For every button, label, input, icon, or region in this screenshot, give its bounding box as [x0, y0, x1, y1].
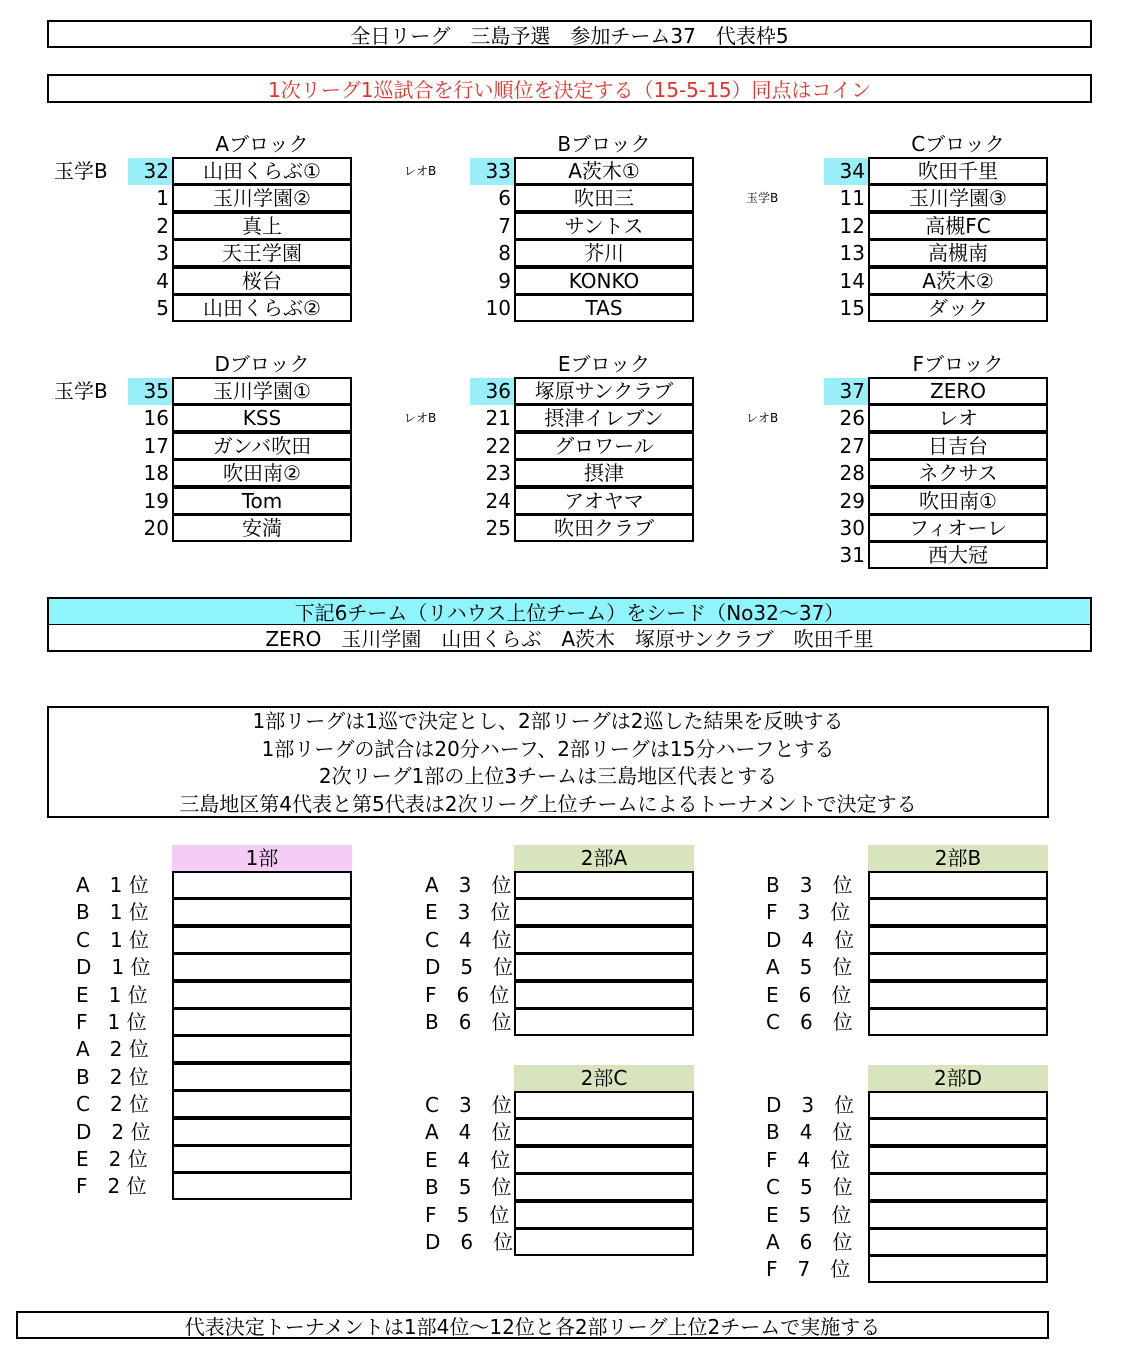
rank-slot[interactable] [172, 981, 352, 1009]
rules-box [47, 706, 1049, 818]
footer-note [16, 1311, 1049, 1339]
rank-slot[interactable] [514, 981, 694, 1009]
rank-slot[interactable] [514, 1146, 694, 1174]
rank-label: D 3 位 [766, 1093, 855, 1117]
rank-label: D 4 位 [766, 927, 855, 952]
division-title: 2部D [868, 1065, 1048, 1091]
rank-slot[interactable] [514, 1173, 694, 1201]
rank-label: F 5 位 [425, 1202, 510, 1227]
rank-label: C 6 位 [766, 1010, 853, 1034]
block-title: Eブロック [557, 352, 651, 376]
rank-label: E 4 位 [425, 1147, 511, 1172]
rank-slot[interactable] [514, 1091, 694, 1119]
rank-label: D 5 位 [425, 955, 514, 980]
team-name: 日吉台 [868, 432, 1048, 460]
rank-slot[interactable] [868, 1201, 1048, 1229]
team-number: 15 [839, 296, 865, 320]
team-number: 1 [156, 186, 169, 211]
rank-slot[interactable] [868, 1118, 1048, 1146]
rank-slot[interactable] [868, 1255, 1048, 1283]
team-number: 5 [156, 296, 169, 320]
rank-label: E 3 位 [425, 900, 511, 925]
rank-label: E 6 位 [766, 982, 852, 1007]
team-name: ZERO [868, 377, 1048, 405]
rank-label: A 4 位 [425, 1120, 512, 1145]
block-title: Aブロック [215, 132, 309, 156]
team-name: 西大冠 [868, 541, 1048, 569]
team-name: 天王学園 [172, 239, 352, 267]
team-name: 安満 [172, 514, 352, 542]
block-title: Fブロック [912, 352, 1004, 376]
rank-slot[interactable] [868, 953, 1048, 981]
rule-banner-text: 1次リーグ1巡試合を行い順位を決定する（15-5-15）同点はコイン [268, 78, 871, 102]
page-title-text: 全日リーグ 三島予選 参加チーム37 代表枠5 [350, 23, 789, 48]
rank-slot[interactable] [514, 1201, 694, 1229]
rank-label: C 2 位 [76, 1092, 150, 1117]
team-name: KSS [172, 404, 352, 432]
rank-label: C 4 位 [425, 927, 512, 952]
rank-slot[interactable] [514, 1008, 694, 1036]
rank-slot[interactable] [514, 871, 694, 899]
team-name: 真上 [172, 212, 352, 240]
team-name: サントス [514, 212, 694, 240]
footer-note-text: 代表決定トーナメントは1部4位～12位と各2部リーグ上位2チームで実施する [184, 1314, 881, 1339]
team-name: 高槻FC [868, 212, 1048, 240]
team-number: 10 [485, 296, 511, 320]
team-name: 玉川学園① [172, 377, 352, 405]
team-number: 24 [485, 488, 511, 513]
rank-slot[interactable] [172, 898, 352, 926]
team-name: 芥川 [514, 239, 694, 267]
block-side-label: レオB [404, 164, 437, 178]
team-number: 12 [839, 213, 865, 238]
rank-slot[interactable] [868, 1173, 1048, 1201]
rank-label: B 1 位 [76, 900, 149, 925]
division-title: 2部B [868, 845, 1048, 871]
rank-label: A 6 位 [766, 1230, 853, 1254]
rank-label: C 1 位 [76, 927, 150, 952]
team-name: グロワール [514, 432, 694, 460]
rank-slot[interactable] [868, 1146, 1048, 1174]
rank-slot[interactable] [868, 981, 1048, 1009]
team-name: A茨木① [514, 157, 694, 185]
team-number: 3 [156, 241, 169, 266]
team-name: アオヤマ [514, 487, 694, 515]
rule-banner [47, 74, 1092, 103]
team-number: 16 [143, 406, 169, 431]
rank-label: E 2 位 [76, 1147, 148, 1171]
team-number: 23 [485, 461, 511, 486]
team-number: 36 [470, 378, 514, 405]
team-number: 20 [143, 516, 169, 540]
block-title: Bブロック [557, 132, 651, 156]
rank-label: D 6 位 [425, 1230, 514, 1254]
rank-slot[interactable] [514, 926, 694, 954]
team-name: ネクサス [868, 459, 1048, 487]
team-number: 27 [839, 433, 865, 458]
team-name: 吹田南① [868, 487, 1048, 515]
block-side-label: 玉学B [54, 159, 108, 183]
team-number: 6 [498, 186, 511, 211]
rank-label: B 6 位 [425, 1010, 512, 1034]
rank-label: A 2 位 [76, 1037, 149, 1062]
block-side-label: 玉学B [746, 191, 779, 206]
rank-slot[interactable] [868, 898, 1048, 926]
seed-heading-text: 下記6チーム（リハウス上位チーム）をシード（No32～37） [294, 601, 845, 625]
seed-teams [47, 624, 1092, 652]
rank-label: C 5 位 [766, 1175, 853, 1200]
rank-slot[interactable] [868, 1228, 1048, 1256]
rank-slot[interactable] [514, 1118, 694, 1146]
team-number: 35 [128, 378, 172, 405]
page-title [47, 20, 1092, 48]
team-name: 山田くらぶ② [172, 294, 352, 322]
rank-label: B 4 位 [766, 1120, 853, 1145]
team-name: ガンバ吹田 [172, 432, 352, 460]
team-name: 摂津イレブン [514, 404, 694, 432]
team-name: 吹田三 [514, 184, 694, 212]
rank-slot[interactable] [172, 871, 352, 899]
block-side-label: レオB [404, 411, 437, 426]
rank-slot[interactable] [172, 1090, 352, 1118]
rule-line: 三島地区第4代表と第5代表は2次リーグ上位チームによるトーナメントで決定する [179, 791, 917, 816]
rank-slot[interactable] [172, 1008, 352, 1036]
team-number: 13 [839, 241, 865, 266]
rank-label: A 1 位 [76, 873, 149, 897]
rank-slot[interactable] [868, 871, 1048, 899]
team-number: 26 [839, 406, 865, 431]
rule-line: 2次リーグ1部の上位3チームは三島地区代表とする [318, 764, 778, 788]
rank-slot[interactable] [172, 953, 352, 981]
rank-slot[interactable] [172, 1145, 352, 1173]
team-number: 17 [143, 433, 169, 458]
rank-label: E 5 位 [766, 1202, 852, 1227]
rank-label: D 2 位 [76, 1119, 151, 1144]
team-number: 22 [485, 433, 511, 458]
rank-label: B 5 位 [425, 1175, 512, 1200]
team-number: 11 [839, 186, 865, 211]
rank-label: E 1 位 [76, 982, 148, 1007]
block-title: Dブロック [214, 352, 310, 376]
team-name: KONKO [514, 267, 694, 295]
team-number: 18 [143, 461, 169, 486]
rank-slot[interactable] [172, 1035, 352, 1063]
team-name: ダック [868, 294, 1048, 322]
team-number: 7 [498, 213, 511, 238]
rank-label: F 2 位 [76, 1174, 147, 1199]
team-number: 28 [839, 461, 865, 486]
team-number: 19 [143, 488, 169, 513]
rank-label: B 3 位 [766, 873, 853, 897]
team-name: 桜台 [172, 267, 352, 295]
team-number: 4 [156, 268, 169, 293]
rank-slot[interactable] [514, 1228, 694, 1256]
rank-slot[interactable] [514, 953, 694, 981]
team-number: 29 [839, 488, 865, 513]
team-number: 25 [485, 516, 511, 540]
block-side-label: レオB [746, 411, 779, 426]
rank-slot[interactable] [172, 1172, 352, 1200]
team-number: 8 [498, 241, 511, 266]
seed-teams-text: ZERO 玉川学園 山田くらぶ A茨木 塚原サンクラブ 吹田千里 [265, 627, 874, 651]
rule-line: 1部リーグは1巡で決定とし、2部リーグは2巡した結果を反映する [252, 709, 844, 733]
rank-label: F 6 位 [425, 982, 510, 1007]
team-name: TAS [514, 294, 694, 322]
team-number: 2 [156, 213, 169, 238]
rank-label: B 2 位 [76, 1064, 149, 1089]
rank-label: F 7 位 [766, 1257, 851, 1282]
team-name: 摂津 [514, 459, 694, 487]
team-number: 30 [839, 516, 865, 540]
team-number: 32 [128, 158, 172, 185]
rank-label: C 3 位 [425, 1093, 512, 1117]
rank-slot[interactable] [868, 1008, 1048, 1036]
division-title: 2部C [514, 1065, 694, 1091]
team-name: 玉川学園② [172, 184, 352, 212]
rank-slot[interactable] [172, 1063, 352, 1091]
rank-slot[interactable] [868, 1091, 1048, 1119]
rule-line: 1部リーグの試合は20分ハーフ、2部リーグは15分ハーフとする [261, 736, 835, 761]
team-name: 高槻南 [868, 239, 1048, 267]
team-name: 玉川学園③ [868, 184, 1048, 212]
team-name: 吹田南② [172, 459, 352, 487]
team-number: 9 [498, 268, 511, 293]
team-name: 吹田クラブ [514, 514, 694, 542]
team-number: 34 [824, 158, 868, 185]
team-name: 塚原サンクラブ [514, 377, 694, 405]
rank-label: A 3 位 [425, 873, 512, 897]
rank-label: D 1 位 [76, 955, 151, 980]
team-name: フィオーレ [868, 514, 1048, 542]
team-number: 37 [824, 378, 868, 405]
rank-slot[interactable] [172, 1118, 352, 1146]
rank-label: F 1 位 [76, 1010, 147, 1034]
seed-heading [47, 597, 1092, 625]
division-title: 1部 [172, 845, 352, 871]
team-number: 33 [470, 158, 514, 185]
team-name: Tom [172, 487, 352, 515]
rank-slot[interactable] [868, 926, 1048, 954]
block-title: Cブロック [911, 132, 1005, 156]
rank-slot[interactable] [172, 926, 352, 954]
rank-slot[interactable] [514, 898, 694, 926]
division-title: 2部A [514, 845, 694, 871]
rank-label: F 3 位 [766, 900, 851, 925]
team-name: A茨木② [868, 267, 1048, 295]
rank-label: F 4 位 [766, 1147, 851, 1172]
team-name: 山田くらぶ① [172, 157, 352, 185]
team-name: 吹田千里 [868, 157, 1048, 185]
team-number: 21 [485, 406, 511, 431]
team-number: 31 [839, 543, 865, 568]
team-name: レオ [868, 404, 1048, 432]
team-number: 14 [839, 268, 865, 293]
block-side-label: 玉学B [54, 379, 108, 403]
rank-label: A 5 位 [766, 955, 853, 980]
